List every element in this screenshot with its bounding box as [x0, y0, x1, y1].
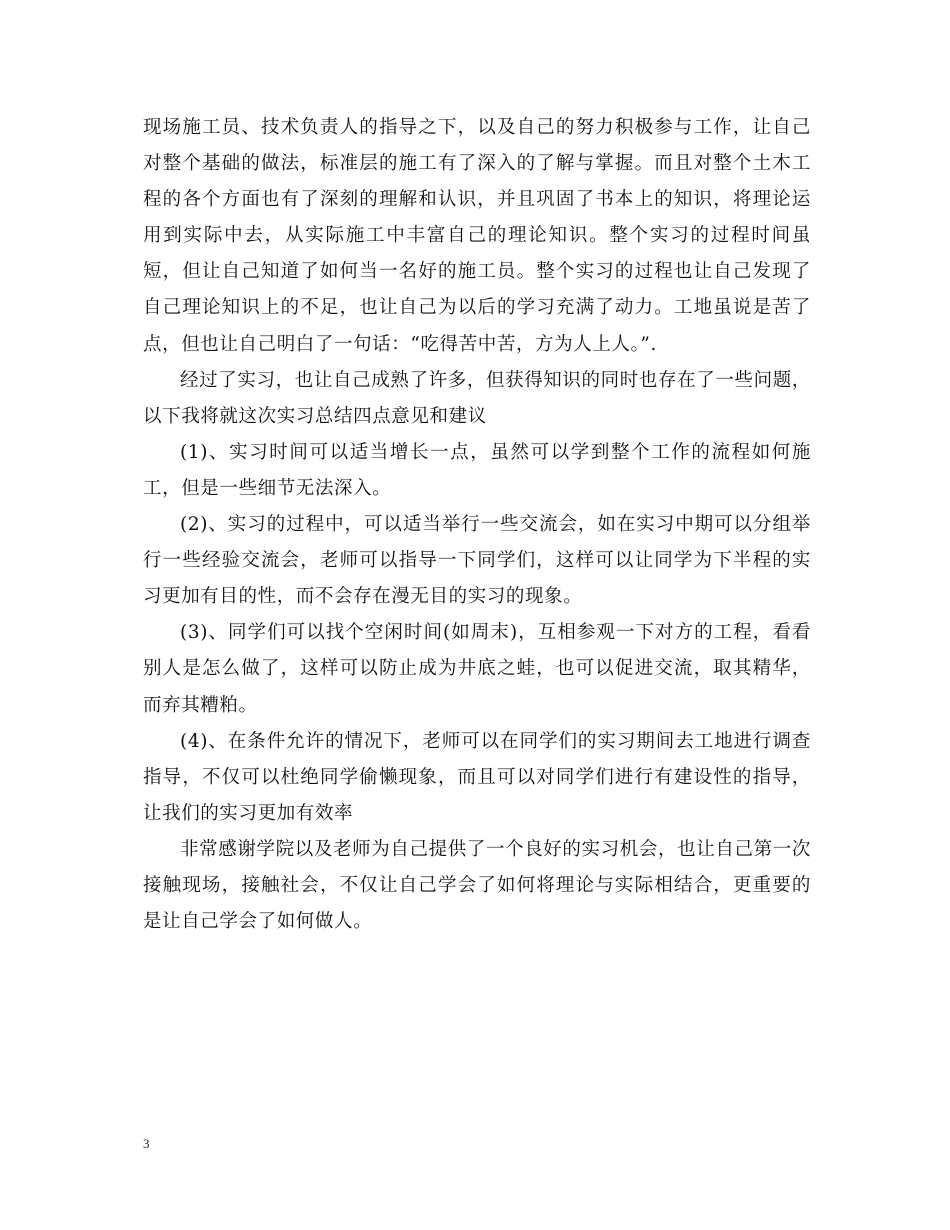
paragraph-problems-intro: 经过了实习，也让自己成熟了许多，但获得知识的同时也存在了一些问题，以下我将就这次实习总结四点意见和建议 [143, 369, 811, 427]
paragraph-suggestion-3: (3)、同学们可以找个空闲时间(如周末)，互相参观一下对方的工程，看看别人是怎么做了，这样可以防止成为井底之蛙，也可以促进交流，取其精华，而弃其糟粕。 [143, 622, 811, 716]
paragraph-suggestion-4: (4)、在条件允许的情况下，老师可以在同学们的实习期间去工地进行调查指导，不仅可以杜绝同学偷懒现象，而且可以对同学们进行有建设性的指导，让我们的实习更加有效率 [143, 730, 811, 824]
paragraph-thanks: 非常感谢学院以及老师为自己提供了一个良好的实习机会，也让自己第一次接触现场，接触社会，不仅让自己学会了如何将理论与实际相结合，更重要的是让自己学会了如何做人。 [143, 838, 811, 933]
page-number: 3 [143, 1136, 150, 1151]
paragraph-suggestion-1: (1)、实习时间可以适当增长一点，虽然可以学到整个工作的流程如何施工，但是一些细节无法深入。 [143, 441, 811, 499]
paragraph-suggestion-2: (2)、实习的过程中，可以适当举行一些交流会，如在实习中期可以分组举行一些经验交流会，老师可以指导一下同学们，这样可以让同学为下半程的实习更加有目的性，而不会存在漫无目的实习的现象。 [143, 514, 811, 608]
paragraph-continuation: 现场施工员、技术负责人的指导之下，以及自己的努力积极参与工作，让自己对整个基础的做法，标准层的施工有了深入的了解与掌握。而且对整个土木工程的各个方面也有了深刻的理解和认识，并且巩固了书本上的知识，将理论运用到实际中去，从实际施工中丰富自己的理论知识。整个实习的过程时间虽短，但让自己知道了如何当一名好的施工员。整个实习的过程也让自己发现了自己理论知识上的不足，也让自己为以后的学习充满了动力。工地虽说是苦了点，但也让自己明白了一句话：“吃得苦中苦，方为人上人。”. [143, 117, 811, 355]
document-body [143, 110, 811, 940]
